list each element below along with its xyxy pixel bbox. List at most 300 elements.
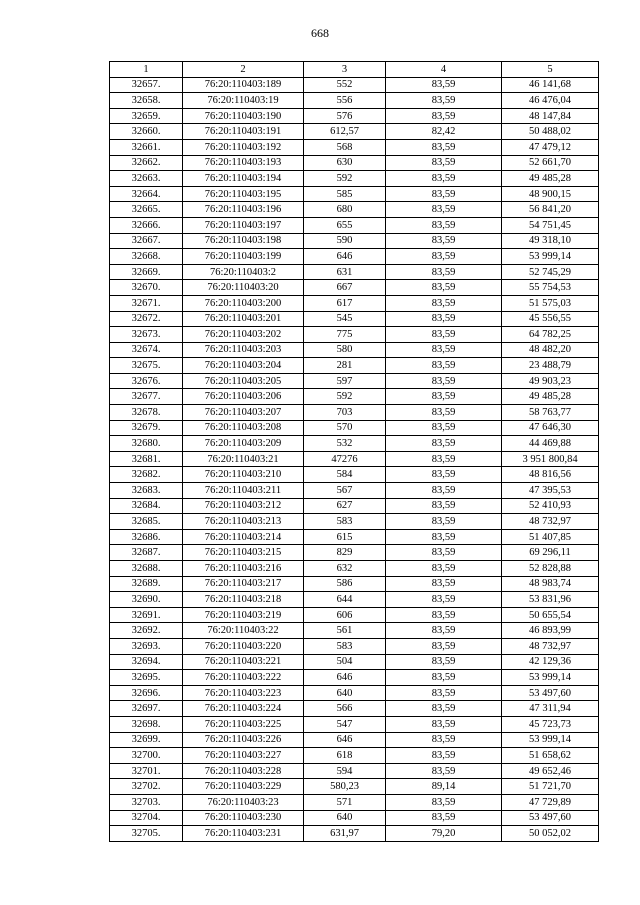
area-cell: 580,23 xyxy=(304,779,386,795)
row-number-cell: 32702. xyxy=(110,779,183,795)
cadastral-number-cell: 76:20:110403:225 xyxy=(183,716,304,732)
row-number-cell: 32673. xyxy=(110,327,183,343)
value-cell: 49 485,28 xyxy=(502,171,599,187)
row-number-cell: 32671. xyxy=(110,295,183,311)
area-cell: 597 xyxy=(304,373,386,389)
cadastral-number-cell: 76:20:110403:221 xyxy=(183,654,304,670)
value-cell: 58 763,77 xyxy=(502,405,599,421)
row-number-cell: 32678. xyxy=(110,405,183,421)
area-cell: 592 xyxy=(304,389,386,405)
table-row xyxy=(110,638,599,654)
area-cell: 655 xyxy=(304,217,386,233)
area-cell: 618 xyxy=(304,748,386,764)
table-row xyxy=(110,77,599,93)
data-table xyxy=(109,61,599,842)
area-cell: 504 xyxy=(304,654,386,670)
cadastral-number-cell: 76:20:110403:217 xyxy=(183,576,304,592)
value-cell: 52 828,88 xyxy=(502,561,599,577)
row-number-cell: 32675. xyxy=(110,358,183,374)
area-cell: 631,97 xyxy=(304,826,386,842)
row-number-cell: 32693. xyxy=(110,638,183,654)
table-row xyxy=(110,794,599,810)
value-cell: 53 497,60 xyxy=(502,810,599,826)
rate-cell: 83,59 xyxy=(386,217,502,233)
row-number-cell: 32701. xyxy=(110,763,183,779)
value-cell: 47 395,53 xyxy=(502,483,599,499)
value-cell: 52 410,93 xyxy=(502,498,599,514)
table-row xyxy=(110,810,599,826)
rate-cell: 83,59 xyxy=(386,794,502,810)
rate-cell: 89,14 xyxy=(386,779,502,795)
table-row xyxy=(110,373,599,389)
area-cell: 545 xyxy=(304,311,386,327)
table-row xyxy=(110,93,599,109)
row-number-cell: 32659. xyxy=(110,108,183,124)
table-row xyxy=(110,249,599,265)
value-cell: 51 575,03 xyxy=(502,295,599,311)
cadastral-number-cell: 76:20:110403:224 xyxy=(183,701,304,717)
rate-cell: 83,59 xyxy=(386,405,502,421)
cadastral-number-cell: 76:20:110403:19 xyxy=(183,93,304,109)
cadastral-number-cell: 76:20:110403:205 xyxy=(183,373,304,389)
value-cell: 47 646,30 xyxy=(502,420,599,436)
rate-cell: 83,59 xyxy=(386,810,502,826)
value-cell: 55 754,53 xyxy=(502,280,599,296)
rate-cell: 83,59 xyxy=(386,763,502,779)
table-row xyxy=(110,389,599,405)
area-cell: 829 xyxy=(304,545,386,561)
area-cell: 630 xyxy=(304,155,386,171)
value-cell: 47 479,12 xyxy=(502,139,599,155)
table-row xyxy=(110,405,599,421)
value-cell: 51 721,70 xyxy=(502,779,599,795)
cadastral-number-cell: 76:20:110403:208 xyxy=(183,420,304,436)
table-row xyxy=(110,217,599,233)
area-cell: 576 xyxy=(304,108,386,124)
cadastral-number-cell: 76:20:110403:195 xyxy=(183,186,304,202)
row-number-cell: 32691. xyxy=(110,607,183,623)
table-row xyxy=(110,451,599,467)
row-number-cell: 32677. xyxy=(110,389,183,405)
rate-cell: 83,59 xyxy=(386,280,502,296)
area-cell: 632 xyxy=(304,561,386,577)
value-cell: 51 407,85 xyxy=(502,529,599,545)
value-cell: 53 999,14 xyxy=(502,249,599,265)
rate-cell: 83,59 xyxy=(386,311,502,327)
value-cell: 50 052,02 xyxy=(502,826,599,842)
value-cell: 53 497,60 xyxy=(502,685,599,701)
row-number-cell: 32662. xyxy=(110,155,183,171)
cadastral-number-cell: 76:20:110403:196 xyxy=(183,202,304,218)
rate-cell: 82,42 xyxy=(386,124,502,140)
cadastral-number-cell: 76:20:110403:230 xyxy=(183,810,304,826)
value-cell: 49 318,10 xyxy=(502,233,599,249)
rate-cell: 83,59 xyxy=(386,483,502,499)
area-cell: 47276 xyxy=(304,451,386,467)
row-number-cell: 32690. xyxy=(110,592,183,608)
value-cell: 45 723,73 xyxy=(502,716,599,732)
table-row xyxy=(110,748,599,764)
row-number-cell: 32705. xyxy=(110,826,183,842)
table-row xyxy=(110,233,599,249)
rate-cell: 83,59 xyxy=(386,545,502,561)
table-row xyxy=(110,498,599,514)
rate-cell: 83,59 xyxy=(386,561,502,577)
table-row xyxy=(110,607,599,623)
area-cell: 615 xyxy=(304,529,386,545)
value-cell: 48 732,97 xyxy=(502,514,599,530)
row-number-cell: 32686. xyxy=(110,529,183,545)
rate-cell: 83,59 xyxy=(386,451,502,467)
table-row xyxy=(110,467,599,483)
table-row xyxy=(110,592,599,608)
row-number-cell: 32695. xyxy=(110,670,183,686)
table-body xyxy=(110,77,599,841)
table-row xyxy=(110,716,599,732)
row-number-cell: 32698. xyxy=(110,716,183,732)
area-cell: 281 xyxy=(304,358,386,374)
area-cell: 567 xyxy=(304,483,386,499)
table-row xyxy=(110,358,599,374)
row-number-cell: 32667. xyxy=(110,233,183,249)
value-cell: 48 983,74 xyxy=(502,576,599,592)
rate-cell: 83,59 xyxy=(386,685,502,701)
cadastral-number-cell: 76:20:110403:204 xyxy=(183,358,304,374)
table-row xyxy=(110,327,599,343)
value-cell: 53 999,14 xyxy=(502,732,599,748)
area-cell: 556 xyxy=(304,93,386,109)
table-row xyxy=(110,732,599,748)
row-number-cell: 32658. xyxy=(110,93,183,109)
rate-cell: 83,59 xyxy=(386,529,502,545)
cadastral-number-cell: 76:20:110403:193 xyxy=(183,155,304,171)
table-row xyxy=(110,108,599,124)
cadastral-number-cell: 76:20:110403:21 xyxy=(183,451,304,467)
area-cell: 552 xyxy=(304,77,386,93)
area-cell: 532 xyxy=(304,436,386,452)
rate-cell: 83,59 xyxy=(386,436,502,452)
row-number-cell: 32674. xyxy=(110,342,183,358)
table-row xyxy=(110,483,599,499)
column-header: 1 xyxy=(110,62,183,78)
value-cell: 44 469,88 xyxy=(502,436,599,452)
cadastral-number-cell: 76:20:110403:191 xyxy=(183,124,304,140)
value-cell: 50 488,02 xyxy=(502,124,599,140)
table-header-row xyxy=(110,62,599,78)
value-cell: 56 841,20 xyxy=(502,202,599,218)
value-cell: 64 782,25 xyxy=(502,327,599,343)
area-cell: 646 xyxy=(304,249,386,265)
value-cell: 52 661,70 xyxy=(502,155,599,171)
cadastral-number-cell: 76:20:110403:199 xyxy=(183,249,304,265)
table-row xyxy=(110,763,599,779)
table-row xyxy=(110,311,599,327)
table-row xyxy=(110,295,599,311)
row-number-cell: 32665. xyxy=(110,202,183,218)
area-cell: 561 xyxy=(304,623,386,639)
row-number-cell: 32670. xyxy=(110,280,183,296)
cadastral-number-cell: 76:20:110403:231 xyxy=(183,826,304,842)
rate-cell: 83,59 xyxy=(386,358,502,374)
cadastral-number-cell: 76:20:110403:189 xyxy=(183,77,304,93)
value-cell: 48 147,84 xyxy=(502,108,599,124)
value-cell: 46 476,04 xyxy=(502,93,599,109)
row-number-cell: 32700. xyxy=(110,748,183,764)
row-number-cell: 32687. xyxy=(110,545,183,561)
area-cell: 547 xyxy=(304,716,386,732)
value-cell: 49 652,46 xyxy=(502,763,599,779)
row-number-cell: 32685. xyxy=(110,514,183,530)
table-row xyxy=(110,826,599,842)
area-cell: 584 xyxy=(304,467,386,483)
row-number-cell: 32704. xyxy=(110,810,183,826)
area-cell: 566 xyxy=(304,701,386,717)
table-row xyxy=(110,514,599,530)
row-number-cell: 32663. xyxy=(110,171,183,187)
table-row xyxy=(110,545,599,561)
table-row xyxy=(110,529,599,545)
rate-cell: 83,59 xyxy=(386,77,502,93)
row-number-cell: 32681. xyxy=(110,451,183,467)
row-number-cell: 32689. xyxy=(110,576,183,592)
area-cell: 667 xyxy=(304,280,386,296)
cadastral-number-cell: 76:20:110403:23 xyxy=(183,794,304,810)
cadastral-number-cell: 76:20:110403:214 xyxy=(183,529,304,545)
rate-cell: 83,59 xyxy=(386,576,502,592)
value-cell: 69 296,11 xyxy=(502,545,599,561)
area-cell: 585 xyxy=(304,186,386,202)
cadastral-number-cell: 76:20:110403:218 xyxy=(183,592,304,608)
rate-cell: 83,59 xyxy=(386,186,502,202)
row-number-cell: 32666. xyxy=(110,217,183,233)
row-number-cell: 32684. xyxy=(110,498,183,514)
table-row xyxy=(110,420,599,436)
rate-cell: 83,59 xyxy=(386,607,502,623)
table-row xyxy=(110,576,599,592)
row-number-cell: 32696. xyxy=(110,685,183,701)
value-cell: 46 141,68 xyxy=(502,77,599,93)
value-cell: 47 729,89 xyxy=(502,794,599,810)
row-number-cell: 32657. xyxy=(110,77,183,93)
rate-cell: 83,59 xyxy=(386,264,502,280)
value-cell: 50 655,54 xyxy=(502,607,599,623)
cadastral-number-cell: 76:20:110403:206 xyxy=(183,389,304,405)
area-cell: 583 xyxy=(304,638,386,654)
area-cell: 590 xyxy=(304,233,386,249)
rate-cell: 83,59 xyxy=(386,732,502,748)
cadastral-number-cell: 76:20:110403:202 xyxy=(183,327,304,343)
table-row xyxy=(110,280,599,296)
area-cell: 646 xyxy=(304,670,386,686)
value-cell: 48 900,15 xyxy=(502,186,599,202)
cadastral-number-cell: 76:20:110403:197 xyxy=(183,217,304,233)
row-number-cell: 32683. xyxy=(110,483,183,499)
cadastral-number-cell: 76:20:110403:229 xyxy=(183,779,304,795)
table-row xyxy=(110,654,599,670)
value-cell: 23 488,79 xyxy=(502,358,599,374)
area-cell: 775 xyxy=(304,327,386,343)
cadastral-number-cell: 76:20:110403:219 xyxy=(183,607,304,623)
table-row xyxy=(110,124,599,140)
value-cell: 45 556,55 xyxy=(502,311,599,327)
row-number-cell: 32664. xyxy=(110,186,183,202)
rate-cell: 83,59 xyxy=(386,295,502,311)
cadastral-number-cell: 76:20:110403:223 xyxy=(183,685,304,701)
rate-cell: 83,59 xyxy=(386,139,502,155)
rate-cell: 83,59 xyxy=(386,701,502,717)
area-cell: 570 xyxy=(304,420,386,436)
area-cell: 571 xyxy=(304,794,386,810)
value-cell: 47 311,94 xyxy=(502,701,599,717)
value-cell: 53 831,96 xyxy=(502,592,599,608)
value-cell: 48 816,56 xyxy=(502,467,599,483)
value-cell: 52 745,29 xyxy=(502,264,599,280)
value-cell: 3 951 800,84 xyxy=(502,451,599,467)
rate-cell: 83,59 xyxy=(386,373,502,389)
cadastral-number-cell: 76:20:110403:200 xyxy=(183,295,304,311)
row-number-cell: 32694. xyxy=(110,654,183,670)
area-cell: 612,57 xyxy=(304,124,386,140)
rate-cell: 83,59 xyxy=(386,420,502,436)
rate-cell: 83,59 xyxy=(386,592,502,608)
cadastral-number-cell: 76:20:110403:207 xyxy=(183,405,304,421)
rate-cell: 83,59 xyxy=(386,108,502,124)
table-row xyxy=(110,670,599,686)
rate-cell: 83,59 xyxy=(386,514,502,530)
table-row xyxy=(110,436,599,452)
row-number-cell: 32682. xyxy=(110,467,183,483)
row-number-cell: 32680. xyxy=(110,436,183,452)
value-cell: 49 485,28 xyxy=(502,389,599,405)
cadastral-number-cell: 76:20:110403:210 xyxy=(183,467,304,483)
cadastral-number-cell: 76:20:110403:212 xyxy=(183,498,304,514)
rate-cell: 83,59 xyxy=(386,670,502,686)
table-row xyxy=(110,701,599,717)
table-row xyxy=(110,139,599,155)
rate-cell: 83,59 xyxy=(386,342,502,358)
row-number-cell: 32692. xyxy=(110,623,183,639)
value-cell: 51 658,62 xyxy=(502,748,599,764)
area-cell: 640 xyxy=(304,810,386,826)
rate-cell: 83,59 xyxy=(386,748,502,764)
cadastral-number-cell: 76:20:110403:198 xyxy=(183,233,304,249)
row-number-cell: 32697. xyxy=(110,701,183,717)
value-cell: 53 999,14 xyxy=(502,670,599,686)
value-cell: 48 732,97 xyxy=(502,638,599,654)
area-cell: 703 xyxy=(304,405,386,421)
table-row xyxy=(110,202,599,218)
cadastral-number-cell: 76:20:110403:222 xyxy=(183,670,304,686)
area-cell: 568 xyxy=(304,139,386,155)
cadastral-number-cell: 76:20:110403:194 xyxy=(183,171,304,187)
table-row xyxy=(110,171,599,187)
row-number-cell: 32668. xyxy=(110,249,183,265)
area-cell: 594 xyxy=(304,763,386,779)
area-cell: 592 xyxy=(304,171,386,187)
row-number-cell: 32679. xyxy=(110,420,183,436)
table-row xyxy=(110,685,599,701)
rate-cell: 83,59 xyxy=(386,716,502,732)
cadastral-number-cell: 76:20:110403:216 xyxy=(183,561,304,577)
area-cell: 617 xyxy=(304,295,386,311)
area-cell: 627 xyxy=(304,498,386,514)
rate-cell: 83,59 xyxy=(386,155,502,171)
row-number-cell: 32703. xyxy=(110,794,183,810)
table-row xyxy=(110,155,599,171)
value-cell: 46 893,99 xyxy=(502,623,599,639)
table-row xyxy=(110,561,599,577)
cadastral-number-cell: 76:20:110403:227 xyxy=(183,748,304,764)
area-cell: 640 xyxy=(304,685,386,701)
cadastral-number-cell: 76:20:110403:213 xyxy=(183,514,304,530)
value-cell: 42 129,36 xyxy=(502,654,599,670)
area-cell: 606 xyxy=(304,607,386,623)
rate-cell: 83,59 xyxy=(386,93,502,109)
row-number-cell: 32661. xyxy=(110,139,183,155)
table-row xyxy=(110,342,599,358)
rate-cell: 83,59 xyxy=(386,498,502,514)
cadastral-number-cell: 76:20:110403:209 xyxy=(183,436,304,452)
rate-cell: 83,59 xyxy=(386,249,502,265)
rate-cell: 83,59 xyxy=(386,327,502,343)
row-number-cell: 32660. xyxy=(110,124,183,140)
cadastral-number-cell: 76:20:110403:190 xyxy=(183,108,304,124)
column-header: 5 xyxy=(502,62,599,78)
row-number-cell: 32699. xyxy=(110,732,183,748)
row-number-cell: 32672. xyxy=(110,311,183,327)
rate-cell: 83,59 xyxy=(386,467,502,483)
page-number: 668 xyxy=(311,26,329,40)
row-number-cell: 32688. xyxy=(110,561,183,577)
area-cell: 586 xyxy=(304,576,386,592)
value-cell: 54 751,45 xyxy=(502,217,599,233)
cadastral-number-cell: 76:20:110403:201 xyxy=(183,311,304,327)
area-cell: 644 xyxy=(304,592,386,608)
cadastral-number-cell: 76:20:110403:22 xyxy=(183,623,304,639)
cadastral-number-cell: 76:20:110403:215 xyxy=(183,545,304,561)
area-cell: 680 xyxy=(304,202,386,218)
column-header: 4 xyxy=(386,62,502,78)
rate-cell: 83,59 xyxy=(386,638,502,654)
area-cell: 583 xyxy=(304,514,386,530)
area-cell: 646 xyxy=(304,732,386,748)
cadastral-number-cell: 76:20:110403:2 xyxy=(183,264,304,280)
cadastral-number-cell: 76:20:110403:228 xyxy=(183,763,304,779)
column-header: 2 xyxy=(183,62,304,78)
cadastral-number-cell: 76:20:110403:211 xyxy=(183,483,304,499)
rate-cell: 83,59 xyxy=(386,233,502,249)
rate-cell: 79,20 xyxy=(386,826,502,842)
rate-cell: 83,59 xyxy=(386,623,502,639)
area-cell: 580 xyxy=(304,342,386,358)
rate-cell: 83,59 xyxy=(386,654,502,670)
value-cell: 48 482,20 xyxy=(502,342,599,358)
table-row xyxy=(110,264,599,280)
column-header: 3 xyxy=(304,62,386,78)
cadastral-number-cell: 76:20:110403:192 xyxy=(183,139,304,155)
table-row xyxy=(110,623,599,639)
cadastral-number-cell: 76:20:110403:226 xyxy=(183,732,304,748)
table-row xyxy=(110,779,599,795)
table-row xyxy=(110,186,599,202)
rate-cell: 83,59 xyxy=(386,202,502,218)
rate-cell: 83,59 xyxy=(386,171,502,187)
row-number-cell: 32669. xyxy=(110,264,183,280)
area-cell: 631 xyxy=(304,264,386,280)
row-number-cell: 32676. xyxy=(110,373,183,389)
rate-cell: 83,59 xyxy=(386,389,502,405)
cadastral-number-cell: 76:20:110403:220 xyxy=(183,638,304,654)
